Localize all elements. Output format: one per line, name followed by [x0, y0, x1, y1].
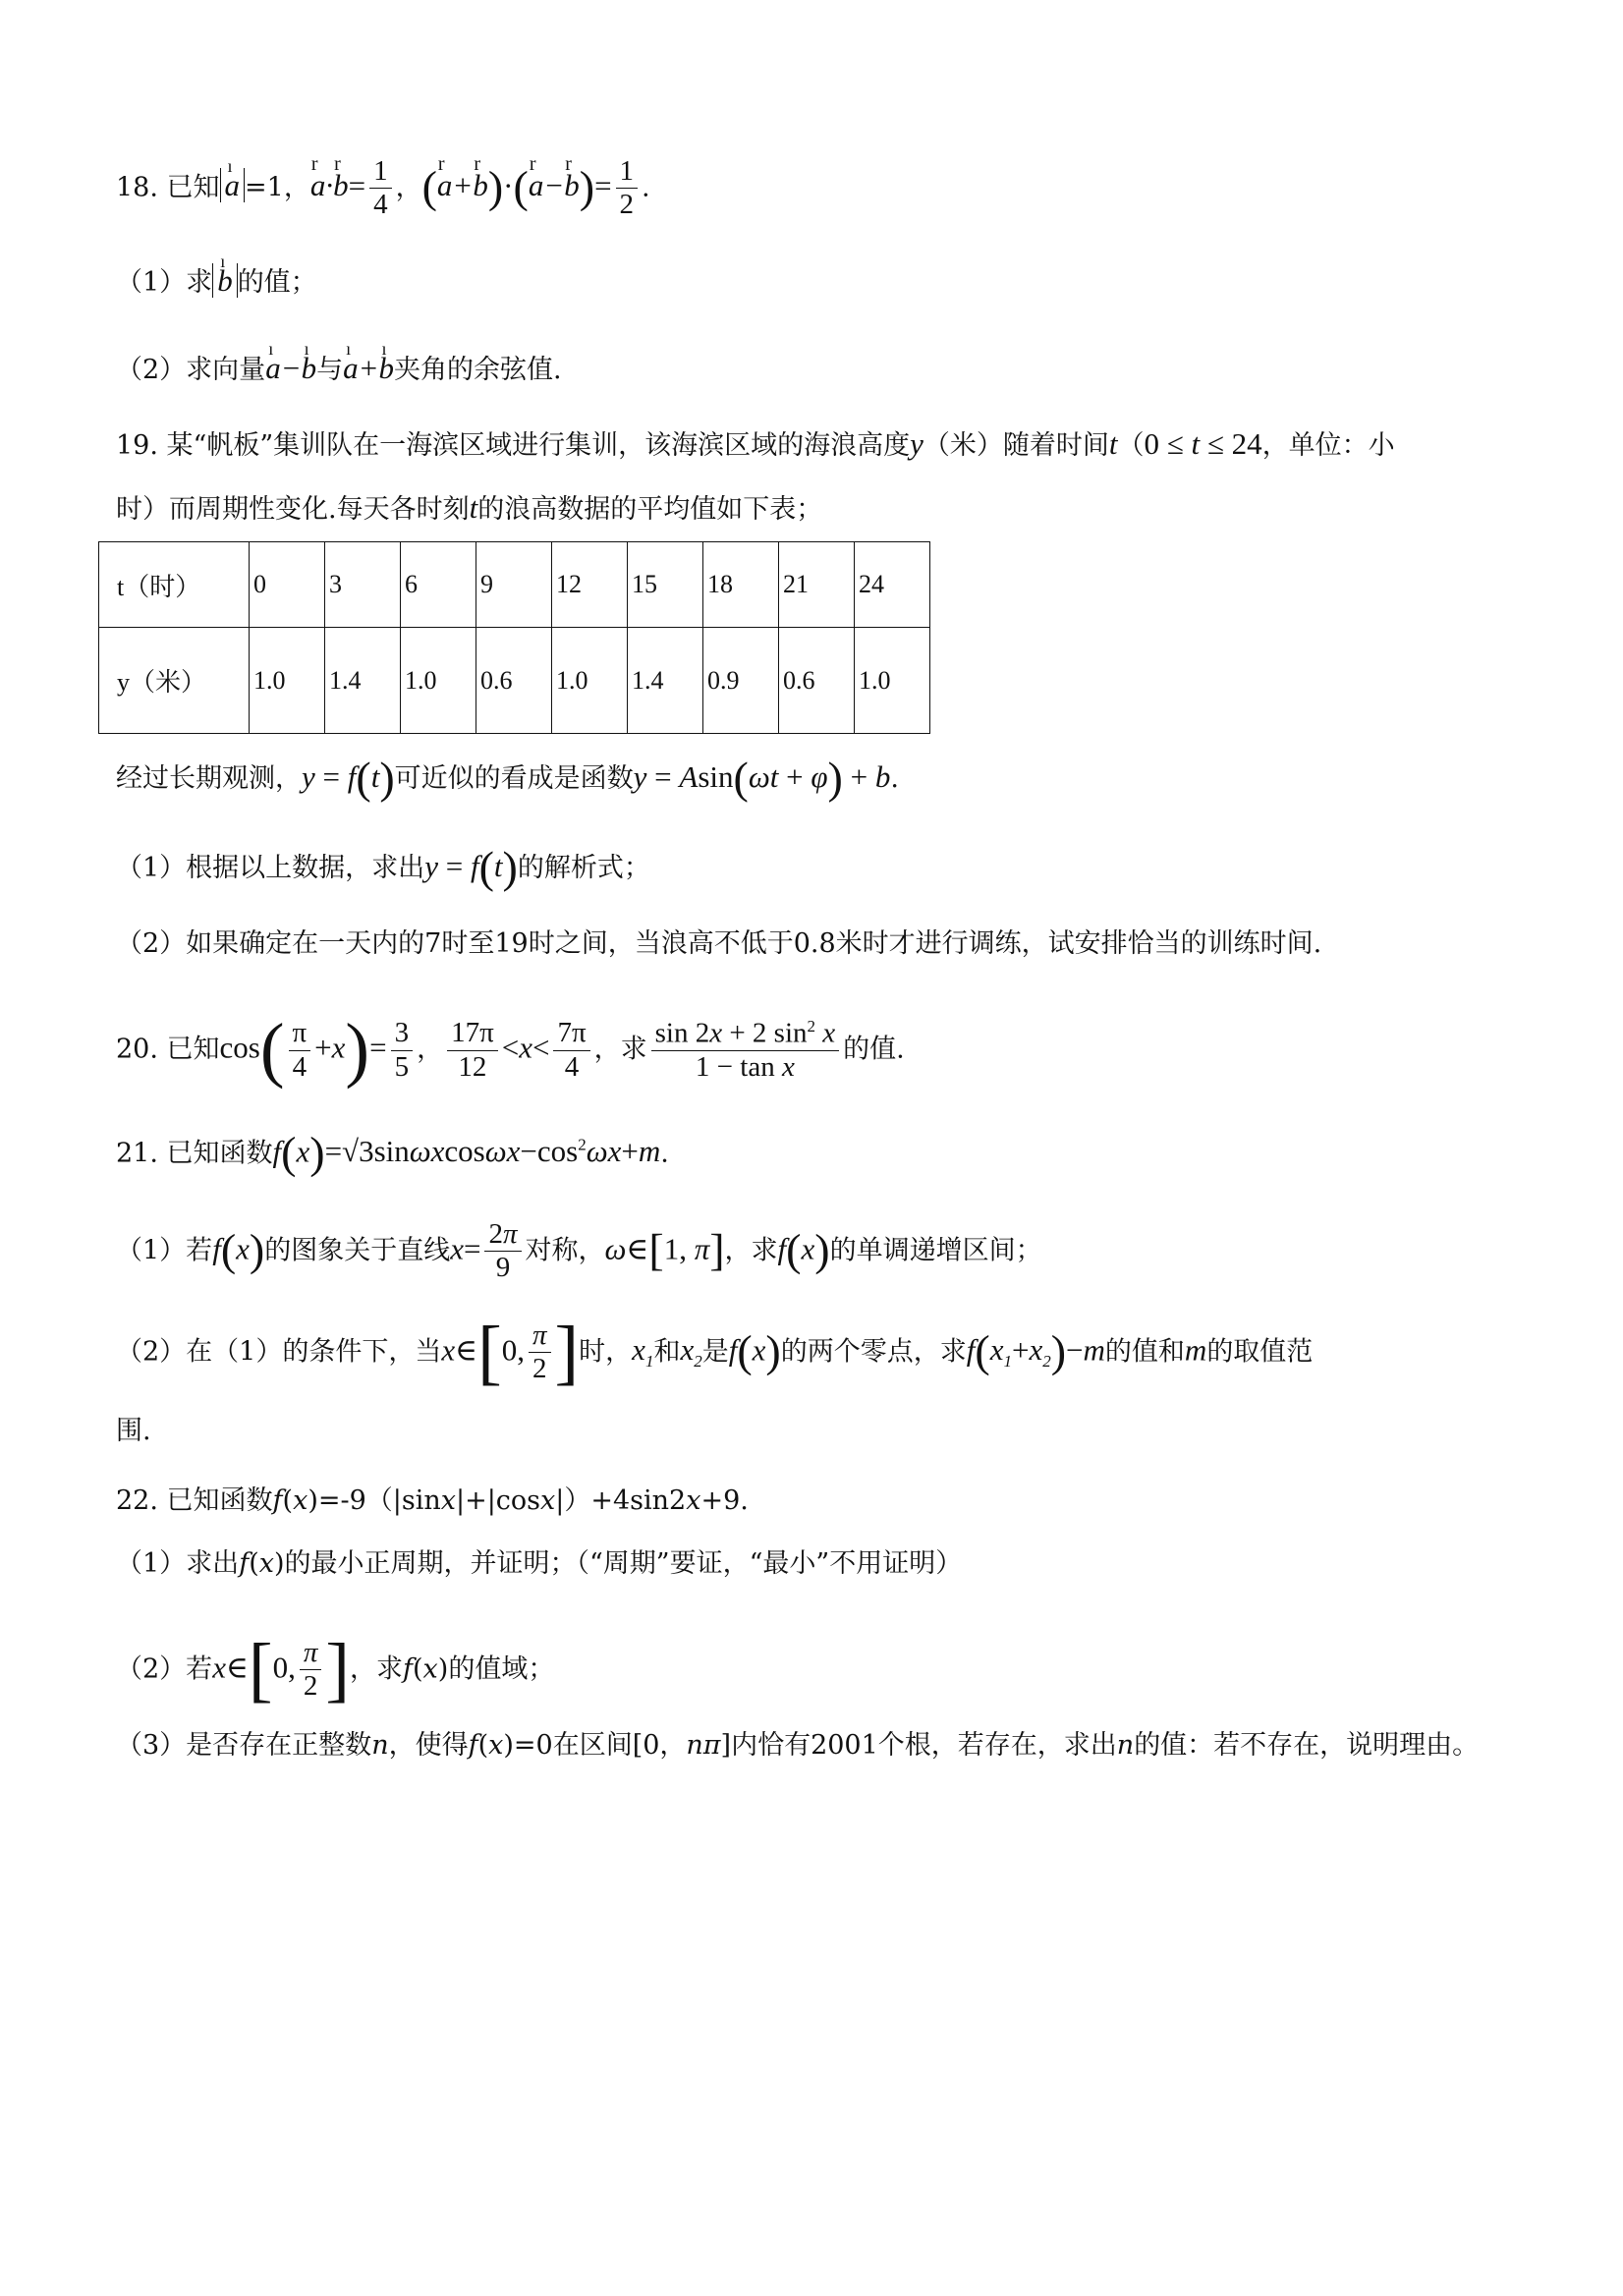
y-header: y（米） [99, 628, 250, 734]
q19-stem-line2: 时）而周期性变化.每天各时刻t的浪高数据的平均值如下表； [116, 490, 823, 525]
q20-stem: 20. 已知cos( $\frac{\pi}{4}$ +x)= $\frac{3}{5}$ ， $\frac{17\pi}{12}$ <x< $\frac{7\pi}{4}$ ，求 $\frac{\sin 2x + 2 \sin^2 x}{\text{1 − tan x}}$ 的值. [116, 1009, 905, 1091]
q18-stem: 18. 已知ı a =1，r a·r b= $\frac{1}{4}$ ，(r a+r b)·(r a−r b)= $\frac{1}{2}$ . [116, 155, 1525, 222]
y-cell: 1.0 [855, 628, 930, 734]
table-row-time [99, 542, 930, 628]
t-cell: 3 [325, 542, 401, 628]
y-cell: 1.4 [325, 628, 401, 734]
t-cell: 18 [703, 542, 779, 628]
q22-part1: （1）求出f(x)的最小正周期，并证明；（“周期”要证，“最小”不用证明） [116, 1548, 963, 1579]
t-cell: 9 [476, 542, 552, 628]
t-header: t（时） [99, 542, 250, 628]
q19-part1: （1）根据以上数据，求出y = f(t)的解析式； [116, 842, 650, 892]
q19-stem-line1: 19. 某“帆板”集训队在一海滨区域进行集训，该海滨区域的海浪高度y（米）随着时间t（0 ≤ t ≤ 24，单位：小 [116, 426, 1395, 461]
t-cell: 21 [779, 542, 855, 628]
q19-part2: （2）如果确定在一天内的7时至19时之间，当浪高不低于0.8米时才进行调练，试安排恰当的训练时间. [116, 928, 1322, 959]
q21-part1: （1）若f(x)的图象关于直线x= $\frac{2\pi}{9}$ 对称，ω∈[1, π]，求f(x)的单调递增区间； [116, 1218, 1042, 1284]
t-cell: 6 [401, 542, 476, 628]
q22-stem: 22. 已知函数f(x)=-9（|sinx|+|cosx|）+4sin2x+9. [116, 1485, 749, 1516]
y-cell: 1.0 [552, 628, 628, 734]
q19-model: 经过长期观测，y = f(t)可近似的看成是函数y = Asin(ωt + φ) + b. [116, 753, 899, 803]
wave-height-table [98, 541, 930, 734]
q22-part3: （3）是否存在正整数n，使得f(x)=0在区间[0，nπ]内恰有2001个根，若存在，求出n的值：若不存在，说明理由。 [116, 1730, 1480, 1761]
t-cell: 15 [628, 542, 703, 628]
q18-part2: （2）求向量ı a−ı b与ı a+ı b夹角的余弦值. [116, 349, 1525, 390]
q21-stem: 21. 已知函数$f(x)=√3\sin\omega xcos\omega x-\cos^2\omega x+m$. [116, 1127, 669, 1178]
y-cell: 1.4 [628, 628, 703, 734]
y-cell: 1.0 [401, 628, 476, 734]
y-cell: 0.6 [476, 628, 552, 734]
q21-part2-cont: 围. [116, 1416, 151, 1446]
t-cell: 0 [250, 542, 325, 628]
t-cell: 24 [855, 542, 930, 628]
table-row-height [99, 628, 930, 734]
q18-part1: （1）求ı b 的值； [116, 261, 1525, 303]
y-cell: 0.6 [779, 628, 855, 734]
y-cell: 0.9 [703, 628, 779, 734]
q21-part2: （2）在（1）的条件下，当x∈[0, $\frac{\pi}{2}$ ]时，$x_1$和$x_2$是f(x)的两个零点，求$f(x_1+x_2)-m$的值和m的取值范 [116, 1312, 1314, 1393]
t-cell: 12 [552, 542, 628, 628]
y-cell: 1.0 [250, 628, 325, 734]
q22-part2: （2）若x∈[0, $\frac{\pi}{2}$ ]，求f(x)的值域； [116, 1629, 555, 1710]
